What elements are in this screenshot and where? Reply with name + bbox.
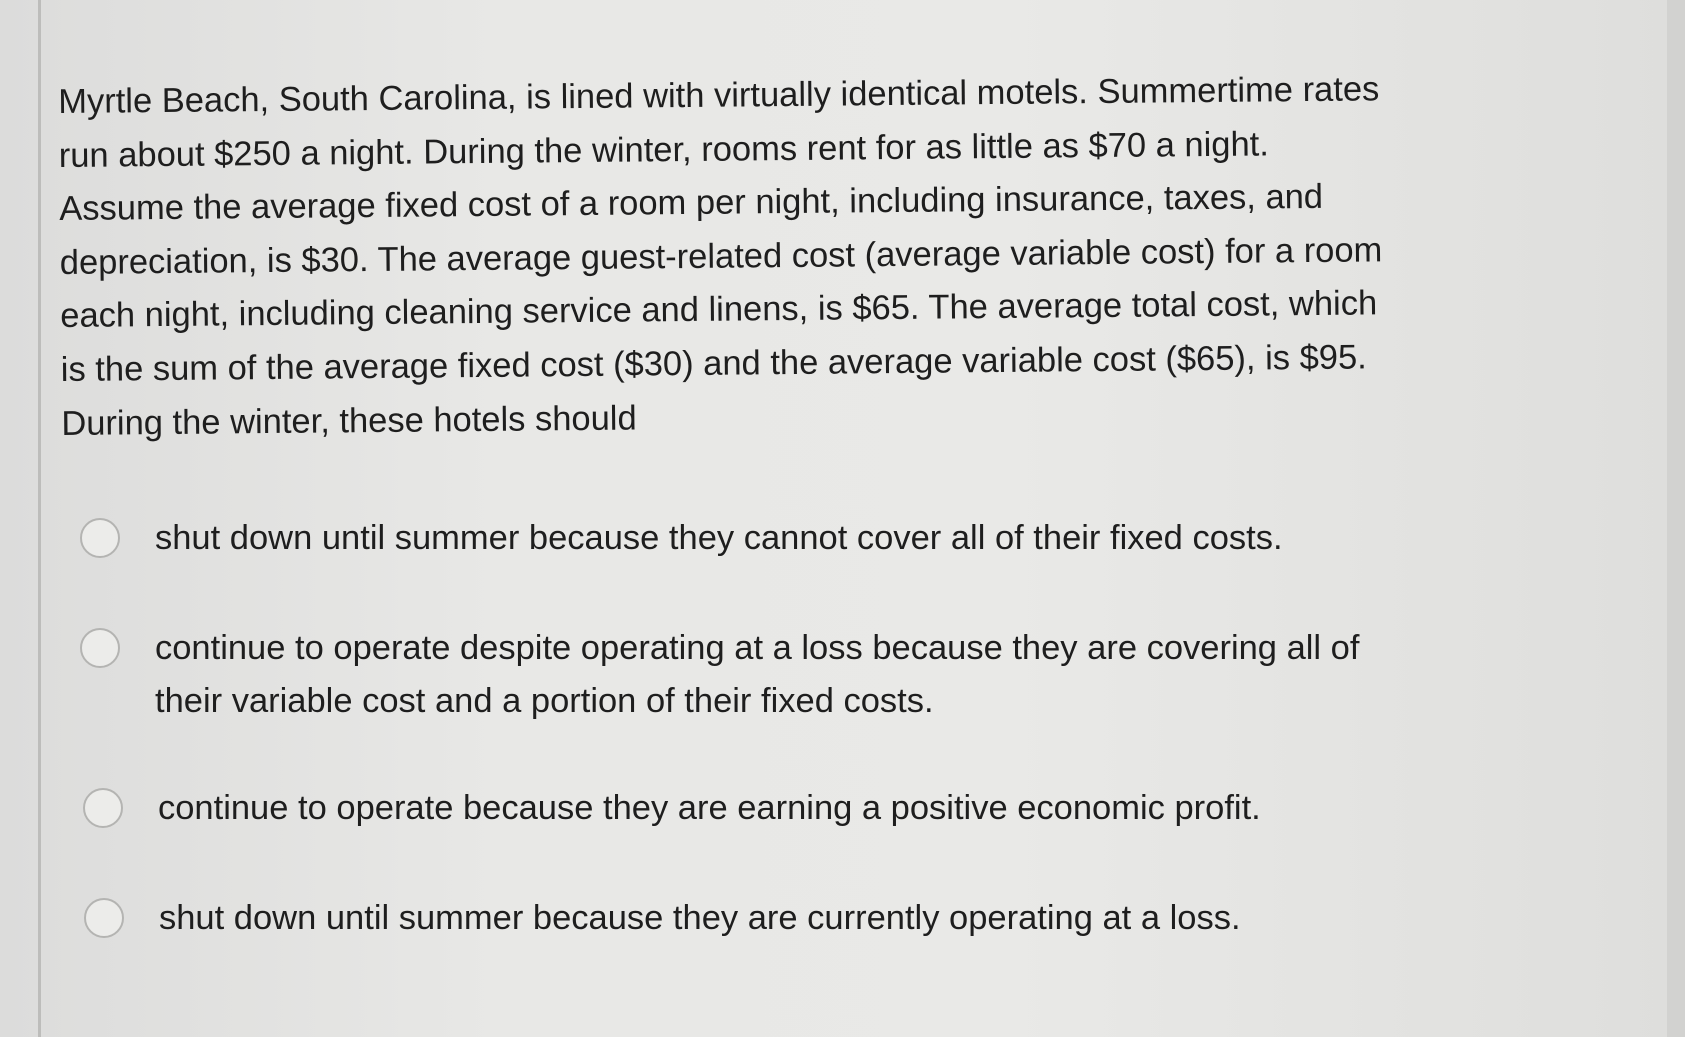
left-border-divider: [38, 0, 41, 1037]
radio-unselected-icon[interactable]: [80, 628, 120, 668]
answer-option-2[interactable]: [80, 622, 1500, 728]
answer-option-line: their variable cost and a portion of their fixed costs.: [155, 682, 934, 720]
question-line: Assume the average fixed cost of a room per night, including insurance, taxes, and: [59, 178, 1324, 229]
answer-option-text: [158, 782, 1498, 835]
answer-option-3[interactable]: [83, 782, 1503, 835]
answer-option-line: continue to operate despite operating at a loss because they are covering all of: [155, 629, 1360, 667]
radio-unselected-icon[interactable]: [80, 518, 120, 558]
answer-option-text: [155, 512, 1495, 565]
right-edge-panel: [1667, 0, 1685, 1037]
answer-option-line: shut down until summer because they cannot cover all of their fixed costs.: [155, 519, 1283, 557]
question-line: During the winter, these hotels should: [61, 399, 637, 443]
answer-option-line: shut down until summer because they are currently operating at a loss.: [159, 899, 1241, 937]
answer-option-1[interactable]: [80, 512, 1500, 565]
question-line: is the sum of the average fixed cost ($30) and the average variable cost ($65), is $95.: [60, 338, 1367, 389]
answer-option-4[interactable]: [84, 892, 1504, 945]
question-line: Myrtle Beach, South Carolina, is lined with virtually identical motels. Summertime rates: [58, 70, 1380, 121]
answer-option-text: [155, 622, 1495, 728]
question-line: depreciation, is $30. The average guest-related cost (average variable cost) for a room: [59, 231, 1383, 282]
question-prompt: [58, 62, 1492, 451]
radio-unselected-icon[interactable]: [83, 788, 123, 828]
answer-option-text: [159, 892, 1499, 945]
question-line: run about $250 a night. During the winter, rooms rent for as little as $70 a night.: [58, 124, 1270, 175]
answer-option-line: continue to operate because they are earning a positive economic profit.: [158, 789, 1261, 827]
radio-unselected-icon[interactable]: [84, 898, 124, 938]
question-line: each night, including cleaning service and linens, is $65. The average total cost, which: [60, 284, 1378, 336]
